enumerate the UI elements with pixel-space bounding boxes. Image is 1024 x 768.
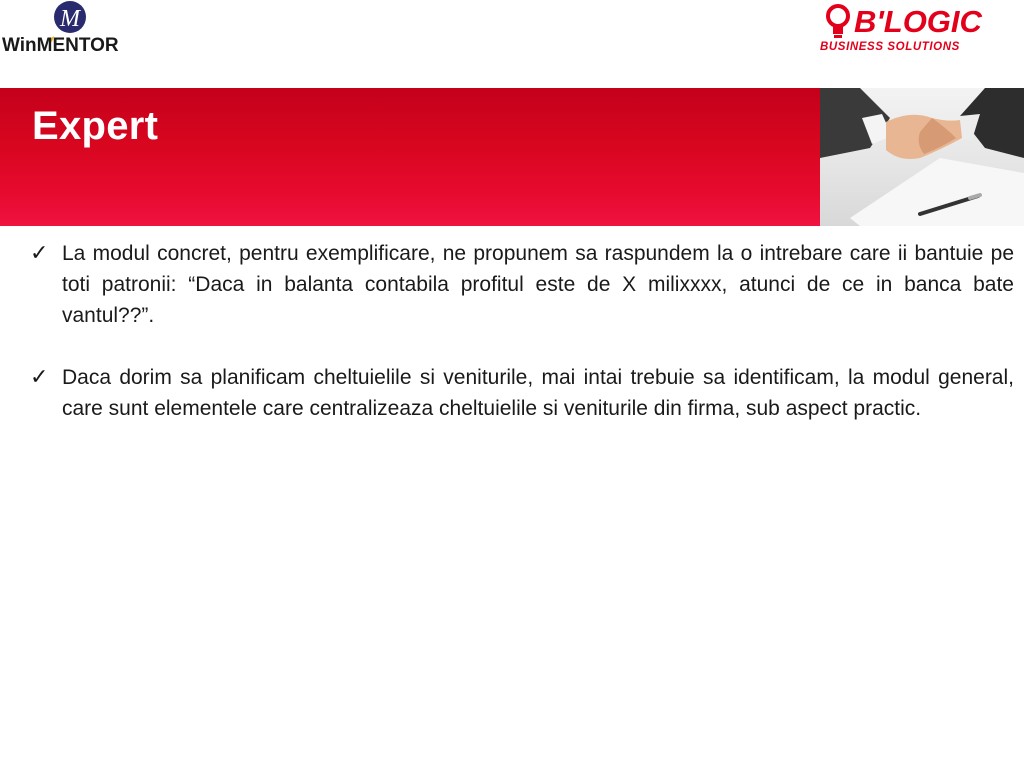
checkmark-icon: ✓ (30, 365, 49, 390)
winmentor-wordmark: WinMENTOR (2, 35, 119, 56)
lightbulb-icon (828, 6, 848, 38)
bullet-text: Daca dorim sa planificam cheltuielile si veniturile, mai intai trebuie sa identificam, la modul general, care sunt elementele care centralizeaza cheltuielile si veniturile din firma, sub aspect practic. (62, 366, 1014, 420)
winmentor-logo (0, 0, 150, 60)
blogic-logo (814, 0, 1024, 60)
blogic-tagline: BUSINESS SOLUTIONS (820, 41, 960, 53)
blogic-wordmark: B'LOGIC (854, 4, 982, 39)
bullet-text: La modul concret, pentru exemplificare, ne propunem sa raspundem la o intrebare care ii bantuie pe toti patronii: “Daca in balanta contabila profitul este de X milixxxx, atunci de ce in banca bate vantul??”. (62, 242, 1014, 327)
checkmark-icon: ✓ (30, 241, 49, 266)
bullet-item (30, 238, 1014, 331)
handshake-illustration (820, 88, 1024, 226)
bullet-item (30, 362, 1014, 424)
bullet-list (30, 238, 1014, 455)
blogic-logo-graphic (814, 0, 1024, 60)
slide-title: Expert (32, 104, 159, 148)
handshake-photo-icon (820, 88, 1024, 226)
winmentor-monogram: M (60, 6, 80, 32)
winmentor-logo-graphic (0, 0, 150, 60)
